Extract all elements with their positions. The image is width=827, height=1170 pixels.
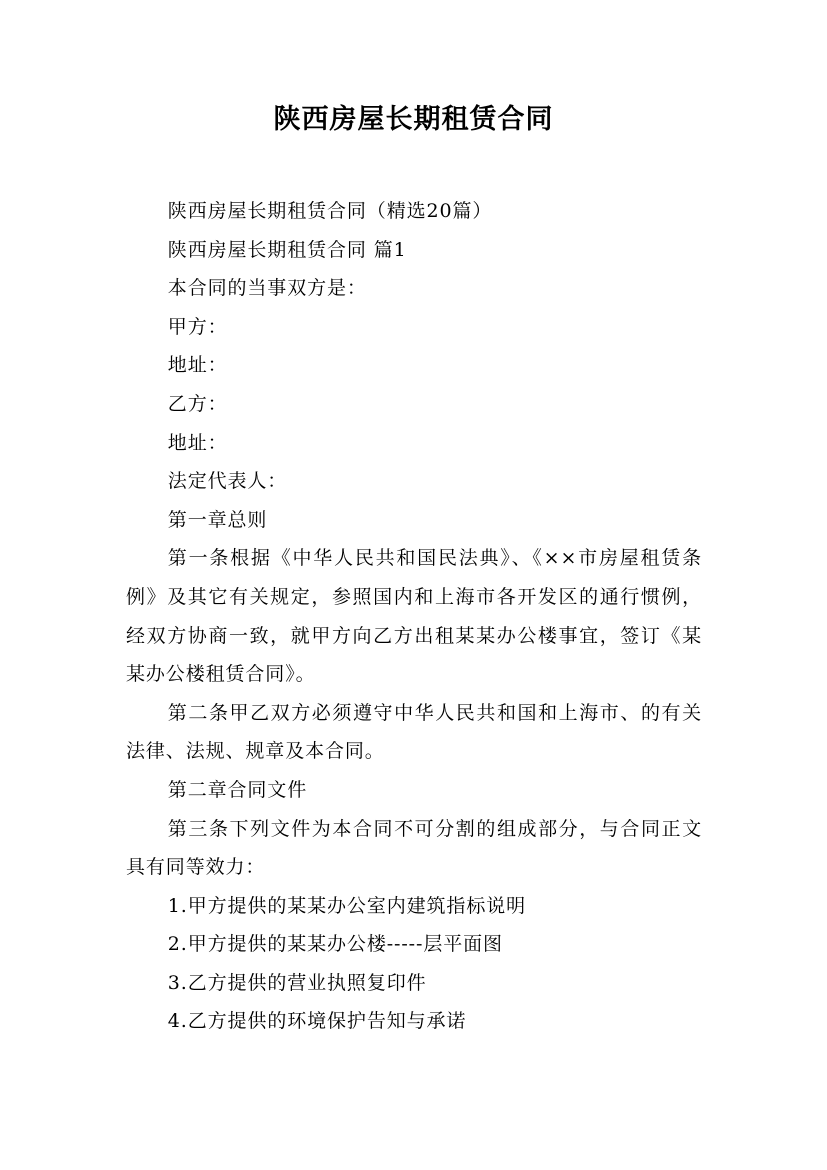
paragraph-party-b: 乙方： [167,392,228,415]
paragraph-list-item-2: 2.甲方提供的某某办公楼-----层平面图 [167,933,503,956]
paragraph-article-1: 第一条根据《中华人民共和国民法典》、《××市房屋租赁条例》及其它有关规定，参照国内和上海市各开发区的通行惯例，经双方协商一致，就甲方向乙方出租某某办公楼事宜，签订《某某办公楼租赁合同》。 [126,547,702,686]
paragraph-article-heading: 陕西房屋长期租赁合同 篇1 [167,238,407,261]
paragraph-article-2: 第二条甲乙双方必须遵守中华人民共和国和上海市、的有关法律、法规、规章及本合同。 [126,701,702,763]
paragraph-chapter-2: 第二章合同文件 [167,778,308,801]
paragraph-list-item-3: 3.乙方提供的营业执照复印件 [167,971,427,994]
document-body [126,192,702,1041]
paragraph-list-item-4: 4.乙方提供的环境保护告知与承诺 [167,1010,467,1033]
paragraph-legal-representative: 法定代表人： [167,470,288,493]
paragraph-subtitle: 陕西房屋长期租赁合同（精选20篇） [167,200,493,222]
paragraph-chapter-1: 第一章总则 [167,508,268,531]
paragraph-party-b-address: 地址： [167,431,228,454]
paragraph-article-3: 第三条下列文件为本合同不可分割的组成部分，与合同正文具有同等效力： [126,817,702,879]
paragraph-list-item-1: 1.甲方提供的某某办公室内建筑指标说明 [167,894,527,917]
paragraph-party-a: 甲方： [167,315,228,338]
paragraph-party-a-address: 地址： [167,354,228,377]
document-title: 陕西房屋长期租赁合同 [273,104,554,135]
paragraph-parties-intro: 本合同的当事双方是： [167,277,367,300]
